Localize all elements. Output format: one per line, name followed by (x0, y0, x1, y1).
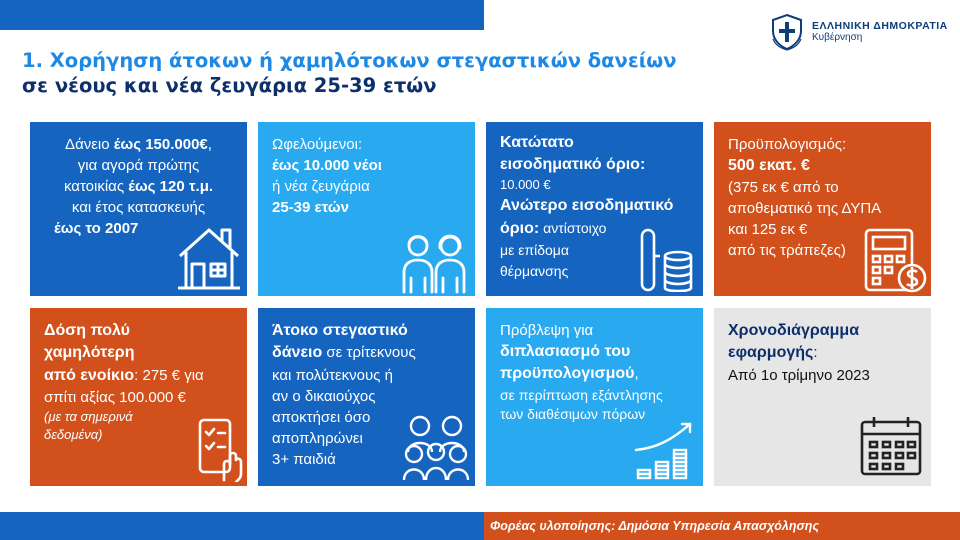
income-line-6: με επίδομα (500, 242, 569, 259)
timeline-line-3: Από 1ο τρίμηνο 2023 (728, 366, 870, 384)
installment-line-4: σπίτι αξίας 100.000 € (44, 389, 186, 407)
beneficiaries-line-2: έως 10.000 νέοι (272, 157, 382, 174)
interest-free-line-3: και πολύτεκνους ή (272, 366, 393, 384)
tile-timeline: Χρονοδιάγραμμα εφαρμογής: Από 1ο τρίμηνο 2023 (714, 308, 931, 486)
income-line-4: Ανώτερο εισοδηματικό (500, 196, 674, 214)
beneficiaries-line-1: Ωφελούμενοι: (272, 136, 363, 153)
budget-line-3: (375 εκ € από το (728, 179, 839, 197)
loan-line-1: Δάνειο έως 150.000€, (65, 136, 212, 153)
tile-income-limits: Κατώτατο εισοδηματικό όριο: 10.000 € Ανώτερο εισοδηματικό όριο: αντίστοιχο με επίδομα θέρμανσης (486, 122, 703, 296)
growth-chart-icon (632, 416, 700, 482)
loan-line-6: έως το 2007 (54, 220, 139, 237)
income-line-2: εισοδηματικό όριο: (500, 155, 646, 173)
house-icon (176, 222, 242, 292)
tile-budget-provision: Πρόβλεψη για διπλασιασμό του προϋπολογισμού, σε περίπτωση εξάντλησης των διαθέσιμων πόρων (486, 308, 703, 486)
gov-subtitle: Κυβέρνηση (812, 32, 863, 44)
title-line-1: 1. Χορήγηση άτοκων ή χαμηλότοκων στεγαστικών δανείων (22, 49, 677, 72)
calculator-icon (862, 226, 928, 294)
title-line-2: σε νέους και νέα ζευγάρια 25-39 ετών (22, 74, 437, 98)
budget-line-4: αποθεματικό της ΔΥΠΑ (728, 200, 882, 218)
installment-line-6: δεδομένα) (44, 427, 103, 443)
budget-line-1: Προϋπολογισμός: (728, 136, 847, 153)
beneficiaries-line-3: ή νέα ζευγάρια (272, 178, 370, 195)
tile-beneficiaries (258, 122, 475, 296)
footer-accent-bar (0, 512, 484, 540)
budget-line-2: 500 εκατ. € (728, 157, 810, 174)
top-accent-bar (0, 0, 484, 30)
installment-line-1: Δόση πολύ (44, 322, 130, 339)
interest-free-line-7: 3+ παιδιά (272, 450, 336, 468)
budget-line-5: και 125 εκ € (728, 221, 808, 239)
footer-bar (0, 512, 960, 540)
income-line-1: Κατώτατο (500, 134, 574, 151)
government-logo (770, 12, 950, 52)
thermometer-coins-icon (636, 226, 696, 292)
budget-line-6: από τις τράπεζες) (728, 242, 846, 260)
provision-line-2: διπλασιασμό του (500, 343, 631, 360)
provision-line-4: σε περίπτωση εξάντλησης (500, 386, 663, 403)
tile-loan (30, 122, 247, 296)
installment-line-2: χαμηλότερη (44, 344, 135, 362)
timeline-line-1: Χρονοδιάγραμμα (728, 322, 860, 339)
calendar-icon (858, 414, 924, 478)
interest-free-line-1: Άτοκο στεγαστικό (272, 322, 408, 339)
tile-interest-free: Άτοκο στεγαστικό δάνειο σε τρίτεκνους και πολύτεκνους ή αν ο δικαιούχος αποκτήσει όσο αποπληρώνει 3+ παιδιά (258, 308, 475, 486)
implementing-agency: Φορέας υλοποίησης: Δημόσια Υπηρεσία Απασχόλησης (484, 512, 960, 540)
loan-line-5: και έτος κατασκευής (71, 199, 206, 216)
income-line-3: 10.000 € (500, 177, 551, 193)
family-icon (400, 412, 472, 482)
tile-installment: Δόση πολύ χαμηλότερη από ενοίκιο: 275 € για σπίτι αξίας 100.000 € (με τα σημερινά δεδομένα) (30, 308, 247, 486)
couple-icon (398, 222, 470, 294)
interest-free-line-6: αποπληρώνει (272, 429, 363, 447)
interest-free-line-5: αποκτήσει όσο (272, 408, 371, 426)
installment-line-5: (με τα σημερινά (44, 409, 133, 425)
page-title (22, 48, 762, 99)
interest-free-line-4: αν ο δικαιούχος (272, 387, 376, 405)
loan-line-3: για αγορά πρώτης (77, 157, 200, 174)
income-line-7: θέρμανσης (500, 262, 569, 279)
coat-of-arms-icon (770, 13, 804, 51)
loan-line-4: κατοικίας έως 120 τ.μ. (63, 178, 214, 195)
provision-line-5: των διαθέσιμων πόρων (500, 406, 646, 423)
phone-checklist-icon (194, 416, 244, 482)
provision-line-1: Πρόβλεψη για (500, 322, 594, 339)
tile-budget (714, 122, 931, 296)
beneficiaries-line-4: 25-39 ετών (272, 199, 349, 216)
gov-name: ΕΛΛΗΝΙΚΗ ΔΗΜΟΚΡΑΤΙΑ (812, 20, 948, 33)
